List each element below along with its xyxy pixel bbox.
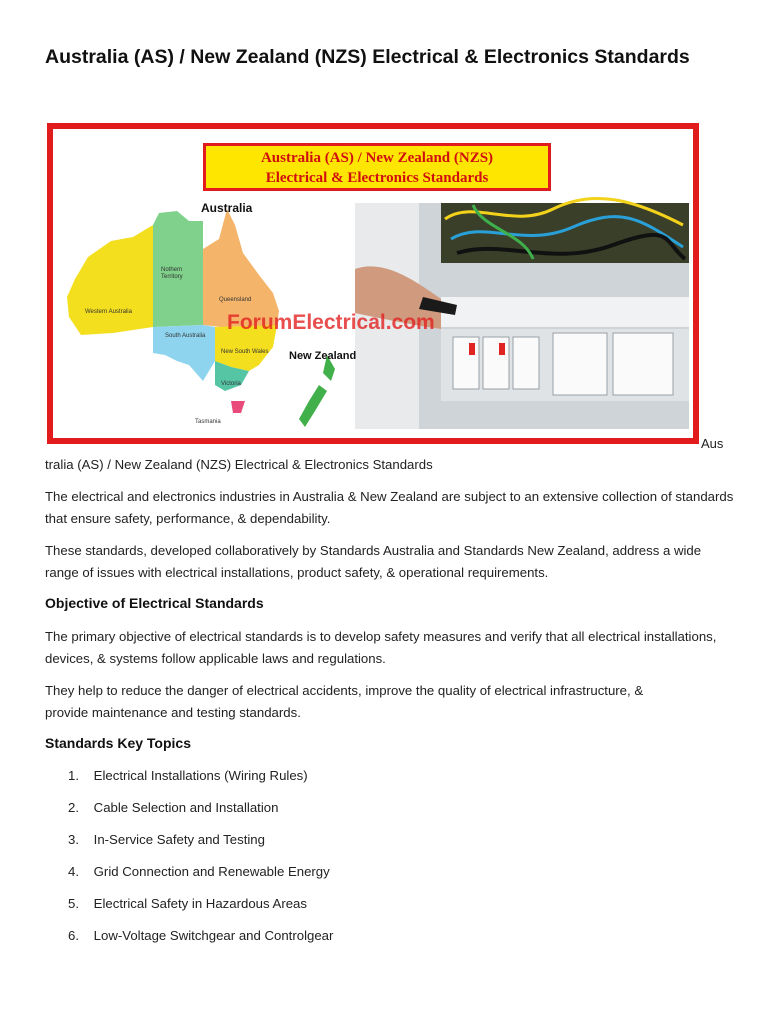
topic-number: 4. [68,864,79,879]
region-label-vic: Victoria [221,381,241,387]
region-tas [231,401,245,413]
topic-label: Electrical Installations (Wiring Rules) [93,768,308,783]
topic-number: 5. [68,896,79,911]
topic-item-1 [45,767,333,799]
hero-banner-line2: Electrical & Electronics Standards [265,170,489,186]
intro-paragraph-2: These standards, developed collaboratively by Standards Australia and Standards New Zealand, address a wide range of issues with electrical installations, product safety, & operational requirements. [45,543,702,580]
watermark: ForumElectrical.com [227,311,435,334]
region-wa [67,225,153,335]
topic-item-6 [45,927,333,959]
page-title: Australia (AS) / New Zealand (NZS) Electrical & Electronics Standards [45,46,690,68]
region-label-qld: Queensland [219,297,252,303]
intro-paragraph-1: The electrical and electronics industries in Australia & New Zealand are subject to an extensive collection of standards that ensure safety, performance, & dependability. [45,489,734,526]
region-label-wa: Western Australia [85,309,132,315]
objective-paragraph-2: They help to reduce the danger of electrical accidents, improve the quality of electrical infrastructure, & provide maintenance and testing standards. [45,683,644,720]
topics-heading: Standards Key Topics [45,735,192,751]
nz-south-island [299,385,327,427]
hero-image [47,123,699,444]
hero-banner-line1: Australia (AS) / New Zealand (NZS) [260,150,494,166]
region-label-nt: Nothern Territory [161,267,183,280]
topic-label: Electrical Safety in Hazardous Areas [93,896,307,911]
topics-list [45,767,333,959]
topic-item-4 [45,863,333,895]
topic-number: 3. [68,832,79,847]
topic-number: 6. [68,928,79,943]
topic-item-5 [45,895,333,927]
image-caption-part1: Aus [701,436,724,451]
topic-number: 1. [68,768,79,783]
topic-item-2 [45,799,333,831]
objective-paragraph-1: The primary objective of electrical standards is to develop safety measures and verify that all electrical installations, devices, & systems follow applicable laws and regulations. [45,629,717,666]
map-label-australia: Australia [201,201,253,215]
topic-label: Grid Connection and Renewable Energy [93,864,330,879]
hero-banner [203,143,551,191]
region-label-tas: Tasmania [195,419,221,425]
topic-label: In-Service Safety and Testing [93,832,265,847]
region-label-nsw: New South Wales [221,349,269,355]
topic-number: 2. [68,800,79,815]
map-label-nz: New Zealand [289,350,357,362]
topic-item-3 [45,831,333,863]
image-caption: tralia (AS) / New Zealand (NZS) Electrical & Electronics Standards [45,457,433,472]
topic-label: Low-Voltage Switchgear and Controlgear [93,928,334,943]
topic-label: Cable Selection and Installation [93,800,279,815]
region-label-sa: South Australia [165,333,206,339]
objective-heading: Objective of Electrical Standards [45,595,264,611]
